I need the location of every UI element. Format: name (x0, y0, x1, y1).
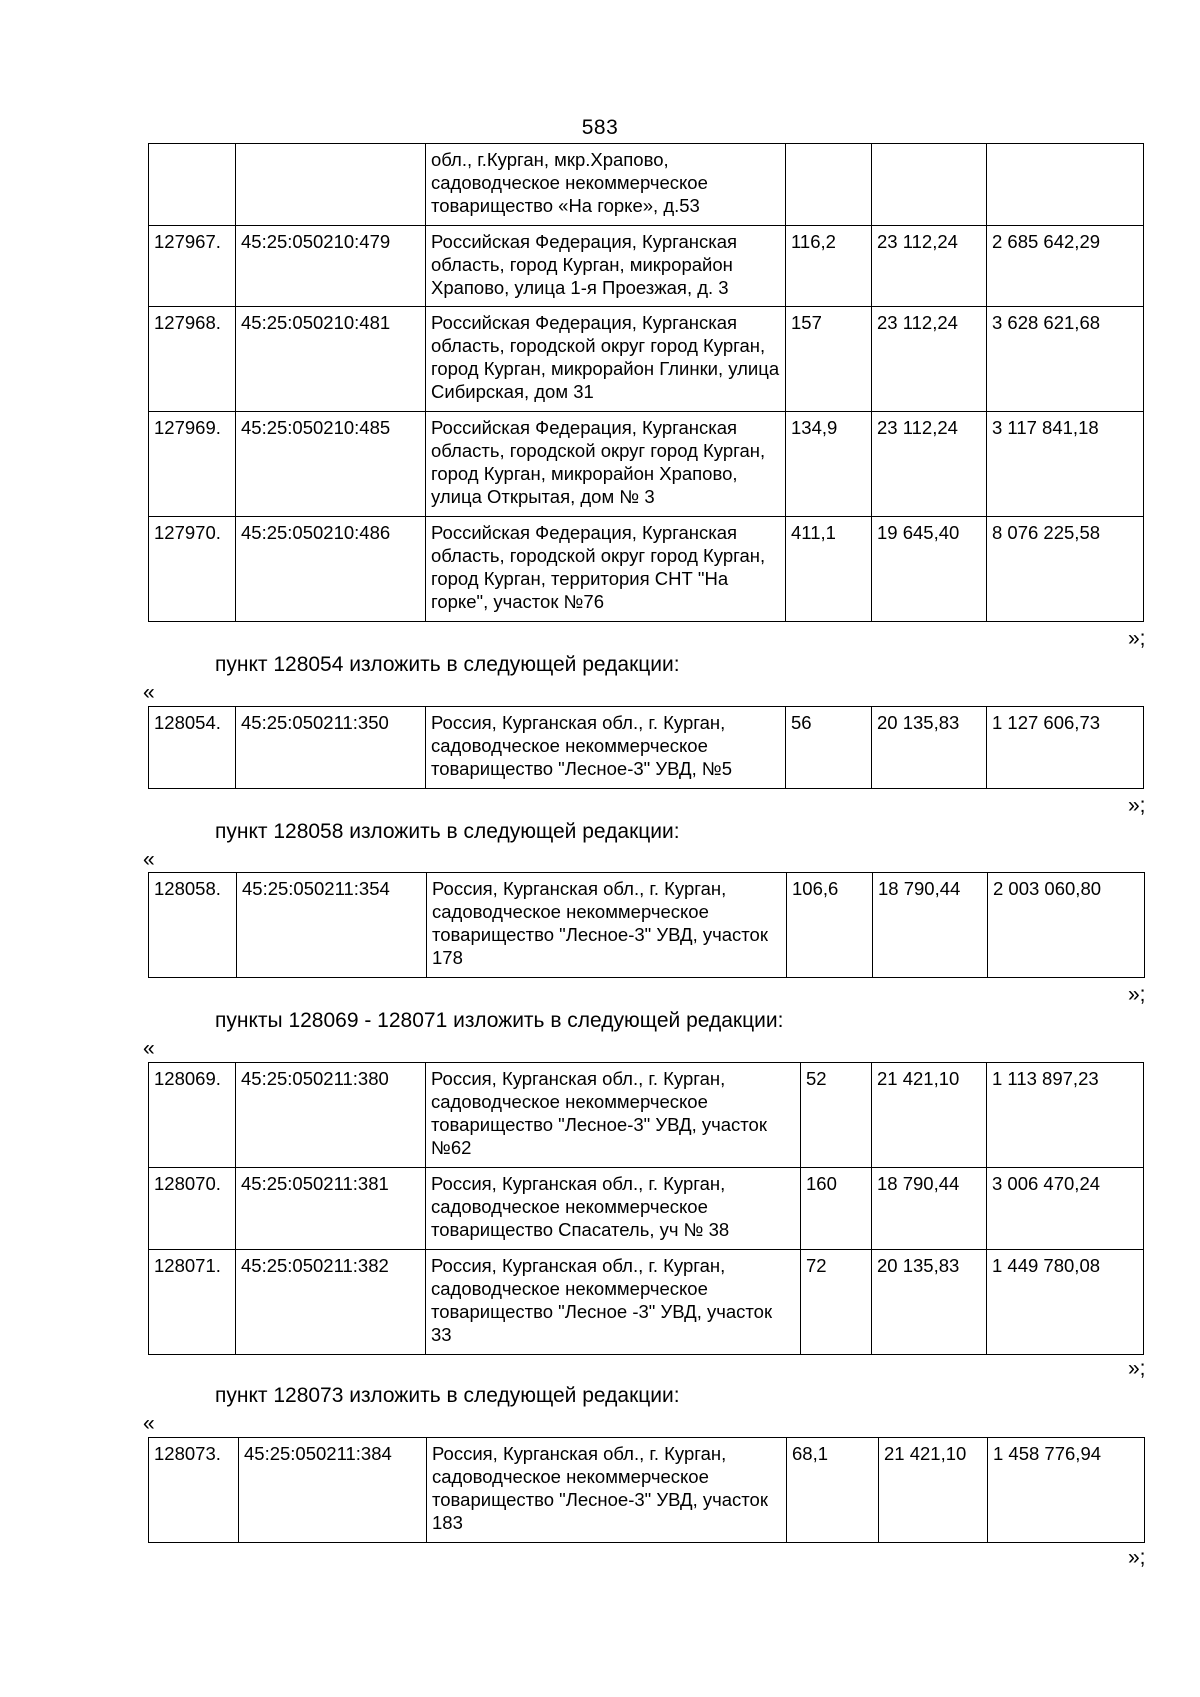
amendment-intro: пункт 128054 изложить в следующей редакции: (215, 653, 680, 676)
address: Российская Федерация, Курганская область, городской округ город Курган, город Курган, микрорайон Глинки, улица Сибирская, дом 31 (426, 307, 786, 412)
cadastral-value: 2 003 060,80 (988, 873, 1145, 978)
table-row (149, 307, 1144, 412)
address: Россия, Курганская обл., г. Курган, садоводческое некоммерческое товарищество "Лесное -3" УВД, участок 33 (426, 1250, 801, 1355)
closing-quote: »; (1128, 1546, 1146, 1569)
address: Российская Федерация, Курганская область, городской округ город Курган, город Курган, микрорайон Храпово, улица Открытая, дом № 3 (426, 412, 786, 517)
cadastral-value: 1 458 776,94 (988, 1438, 1145, 1543)
table-row (149, 412, 1144, 517)
amendment-intro: пункт 128073 изложить в следующей редакции: (215, 1384, 680, 1407)
opening-quote: « (143, 1412, 155, 1435)
table-row (149, 1063, 1144, 1168)
table-row (149, 1250, 1144, 1355)
area: 56 (786, 707, 872, 789)
specific-value: 23 112,24 (872, 226, 987, 307)
registry-table-4 (148, 1062, 1144, 1355)
cadastral-value: 1 449 780,08 (987, 1250, 1144, 1355)
address: Россия, Курганская обл., г. Курган, садоводческое некоммерческое товарищество Спасатель, уч № 38 (426, 1168, 801, 1250)
cadastral-number: 45:25:050211:382 (236, 1250, 426, 1355)
table-row (149, 1168, 1144, 1250)
amendment-intro: пункты 128069 - 128071 изложить в следующей редакции: (215, 1009, 784, 1032)
table-row (149, 707, 1144, 789)
closing-quote: »; (1128, 627, 1146, 650)
area: 157 (786, 307, 872, 412)
row-number (149, 144, 236, 226)
specific-value: 21 421,10 (872, 1063, 987, 1168)
row-number: 128070. (149, 1168, 236, 1250)
cadastral-value: 8 076 225,58 (987, 517, 1144, 622)
opening-quote: « (143, 1037, 155, 1060)
registry-table-5 (148, 1437, 1145, 1543)
area (786, 144, 872, 226)
row-number: 128069. (149, 1063, 236, 1168)
cadastral-number: 45:25:050210:485 (236, 412, 426, 517)
cadastral-value: 2 685 642,29 (987, 226, 1144, 307)
specific-value: 18 790,44 (873, 873, 988, 978)
opening-quote: « (143, 848, 155, 871)
cadastral-value: 3 117 841,18 (987, 412, 1144, 517)
registry-table-1 (148, 143, 1144, 622)
row-number: 127969. (149, 412, 236, 517)
area: 52 (801, 1063, 872, 1168)
closing-quote: »; (1128, 1357, 1146, 1380)
specific-value: 19 645,40 (872, 517, 987, 622)
row-number: 127968. (149, 307, 236, 412)
cadastral-number: 45:25:050210:481 (236, 307, 426, 412)
cadastral-number: 45:25:050211:380 (236, 1063, 426, 1168)
cadastral-number (236, 144, 426, 226)
opening-quote: « (143, 681, 155, 704)
cadastral-number: 45:25:050210:486 (236, 517, 426, 622)
address: обл., г.Курган, мкр.Храпово, садоводческое некоммерческое товарищество «На горке», д.53 (426, 144, 786, 226)
table-row (149, 517, 1144, 622)
address: Россия, Курганская обл., г. Курган, садоводческое некоммерческое товарищество "Лесное-3" УВД, №5 (426, 707, 786, 789)
amendment-intro: пункт 128058 изложить в следующей редакции: (215, 820, 680, 843)
table-row (149, 144, 1144, 226)
specific-value: 23 112,24 (872, 307, 987, 412)
closing-quote: »; (1128, 983, 1146, 1006)
table-row (149, 226, 1144, 307)
area: 134,9 (786, 412, 872, 517)
row-number: 128054. (149, 707, 236, 789)
cadastral-value: 1 113 897,23 (987, 1063, 1144, 1168)
cadastral-number: 45:25:050210:479 (236, 226, 426, 307)
cadastral-value: 1 127 606,73 (987, 707, 1144, 789)
table-row (149, 873, 1145, 978)
area: 116,2 (786, 226, 872, 307)
area: 68,1 (787, 1438, 879, 1543)
address: Российская Федерация, Курганская область, городской округ город Курган, город Курган, территория СНТ "На горке", участок №76 (426, 517, 786, 622)
cadastral-number: 45:25:050211:384 (239, 1438, 427, 1543)
page-number: 583 (581, 116, 619, 139)
row-number: 127970. (149, 517, 236, 622)
cadastral-value: 3 628 621,68 (987, 307, 1144, 412)
area: 106,6 (787, 873, 873, 978)
area: 160 (801, 1168, 872, 1250)
cadastral-value: 3 006 470,24 (987, 1168, 1144, 1250)
address: Россия, Курганская обл., г. Курган, садоводческое некоммерческое товарищество "Лесное-3" УВД, участок 178 (427, 873, 787, 978)
row-number: 128071. (149, 1250, 236, 1355)
cadastral-value (987, 144, 1144, 226)
cadastral-number: 45:25:050211:354 (237, 873, 427, 978)
specific-value (872, 144, 987, 226)
area: 72 (801, 1250, 872, 1355)
address: Россия, Курганская обл., г. Курган, садоводческое некоммерческое товарищество "Лесное-3" УВД, участок №62 (426, 1063, 801, 1168)
address: Россия, Курганская обл., г. Курган, садоводческое некоммерческое товарищество "Лесное-3" УВД, участок 183 (427, 1438, 787, 1543)
specific-value: 20 135,83 (872, 707, 987, 789)
registry-table-2 (148, 706, 1144, 789)
row-number: 128073. (149, 1438, 239, 1543)
cadastral-number: 45:25:050211:381 (236, 1168, 426, 1250)
registry-table-3 (148, 872, 1145, 978)
specific-value: 18 790,44 (872, 1168, 987, 1250)
closing-quote: »; (1128, 794, 1146, 817)
specific-value: 21 421,10 (879, 1438, 988, 1543)
row-number: 128058. (149, 873, 237, 978)
cadastral-number: 45:25:050211:350 (236, 707, 426, 789)
specific-value: 20 135,83 (872, 1250, 987, 1355)
address: Российская Федерация, Курганская область, город Курган, микрорайон Храпово, улица 1-я Проезжая, д. 3 (426, 226, 786, 307)
row-number: 127967. (149, 226, 236, 307)
specific-value: 23 112,24 (872, 412, 987, 517)
area: 411,1 (786, 517, 872, 622)
table-row (149, 1438, 1145, 1543)
